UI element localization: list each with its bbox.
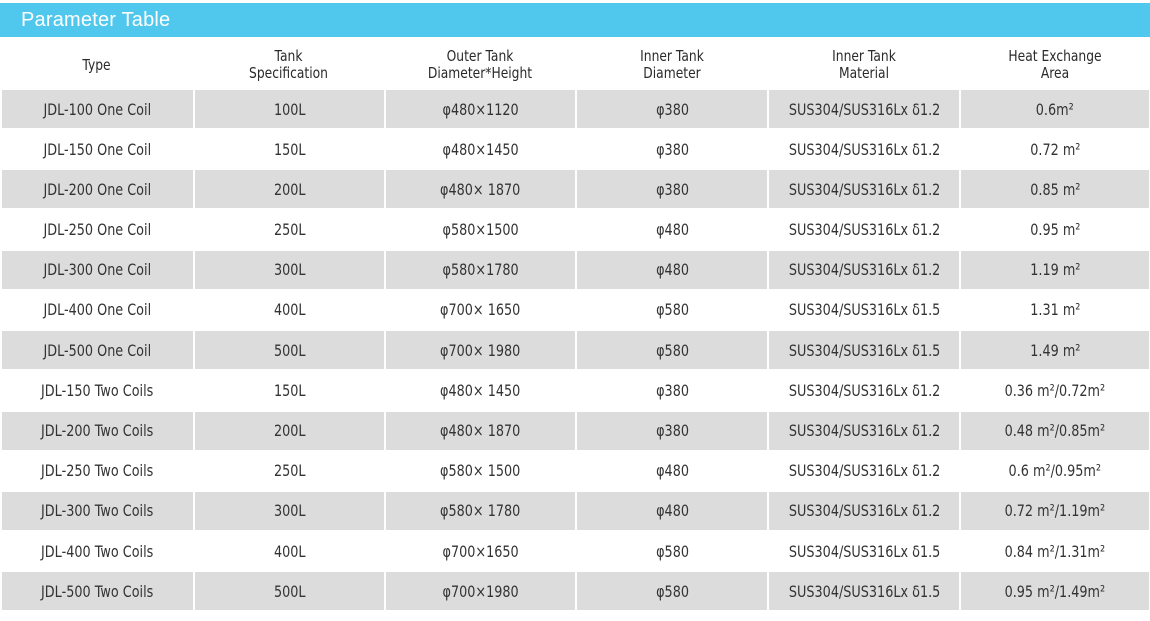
header-outer-tank	[401, 41, 558, 89]
outer-size-cell	[386, 331, 576, 369]
header-inner-tank-material-line2: Material	[839, 64, 889, 82]
type-cell	[2, 251, 193, 289]
spec-cell-text: 400L	[273, 541, 306, 561]
area-cell-text: 0.84 m²/1.31m²	[1004, 541, 1106, 561]
material-cell-text: SUS304/SUS316Lx δ1.5	[788, 581, 940, 601]
type-cell	[2, 90, 193, 128]
material-cell-text: SUS304/SUS316Lx δ1.2	[788, 380, 940, 400]
type-cell	[2, 331, 193, 369]
outer-size-cell-text: φ480× 1870	[440, 421, 521, 440]
material-cell-text: SUS304/SUS316Lx δ1.5	[788, 340, 940, 360]
area-cell-text: 0.36 m²/0.72m²	[1004, 380, 1106, 400]
inner-diameter-cell	[577, 170, 767, 208]
header-heat-exchange-area	[977, 41, 1133, 89]
table-row	[0, 169, 1150, 209]
inner-diameter-cell	[577, 331, 767, 369]
table-row	[0, 571, 1150, 611]
spec-cell	[195, 371, 384, 409]
spec-cell-text: 500L	[273, 340, 306, 360]
spec-cell	[195, 452, 384, 490]
outer-size-cell-text: φ480× 1870	[440, 179, 521, 199]
material-cell-text: SUS304/SUS316Lx δ1.2	[788, 179, 940, 199]
inner-diameter-cell	[577, 412, 767, 450]
material-cell	[769, 371, 959, 409]
area-cell	[961, 532, 1149, 570]
inner-diameter-cell	[577, 452, 767, 490]
outer-size-cell-text: φ480× 1450	[440, 380, 521, 400]
spec-cell	[195, 572, 384, 610]
outer-size-cell	[386, 251, 576, 289]
spec-cell	[195, 532, 384, 570]
table-row	[0, 411, 1150, 451]
material-cell-text: SUS304/SUS316Lx δ1.2	[788, 501, 940, 521]
material-cell	[769, 492, 959, 530]
inner-diameter-cell-text: φ480	[655, 501, 689, 521]
spec-cell	[195, 492, 384, 530]
area-cell-text: 0.85 m²	[1029, 179, 1081, 199]
header-type-line1: Type	[82, 55, 111, 74]
spec-cell-text: 300L	[273, 260, 306, 280]
outer-size-cell	[386, 371, 576, 409]
header-tank-specification-line1: Tank	[274, 47, 303, 65]
spec-cell-text: 150L	[273, 139, 306, 159]
area-cell-text: 1.31 m²	[1029, 300, 1081, 320]
inner-diameter-cell-text: φ380	[655, 99, 689, 119]
inner-diameter-cell-text: φ580	[655, 340, 689, 360]
inner-diameter-cell-text: φ380	[655, 139, 689, 159]
table-row	[0, 129, 1150, 169]
spec-cell	[195, 251, 384, 289]
type-cell-text: JDL-400 Two Coils	[41, 541, 154, 561]
outer-size-cell	[386, 211, 576, 249]
area-cell	[961, 90, 1149, 128]
material-cell-text: SUS304/SUS316Lx δ1.2	[788, 260, 940, 280]
outer-size-cell-text: φ580×1780	[442, 260, 519, 280]
spec-cell-text: 250L	[273, 461, 306, 481]
inner-diameter-cell	[577, 90, 767, 128]
material-cell-text: SUS304/SUS316Lx δ1.2	[788, 461, 940, 481]
header-inner-tank-diameter-line2: Diameter	[643, 64, 701, 82]
header-outer-tank-line2: Diameter*Height	[427, 64, 533, 82]
table-row	[0, 370, 1150, 410]
outer-size-cell-text: φ480×1450	[442, 139, 519, 159]
type-cell	[2, 371, 193, 409]
material-cell-text: SUS304/SUS316Lx δ1.2	[788, 139, 940, 159]
table-header-row	[0, 41, 1150, 89]
outer-size-cell-text: φ580× 1500	[440, 461, 521, 481]
outer-size-cell	[386, 90, 576, 128]
area-cell-text: 0.95 m²	[1029, 220, 1081, 240]
type-cell-text: JDL-500 One Coil	[43, 340, 152, 360]
spec-cell-text: 150L	[273, 380, 306, 400]
material-cell	[769, 532, 959, 570]
inner-diameter-cell-text: φ580	[655, 581, 689, 601]
inner-diameter-cell	[577, 211, 767, 249]
type-cell	[2, 291, 193, 329]
table-row	[0, 250, 1150, 290]
header-inner-tank-material	[785, 41, 942, 89]
area-cell	[961, 412, 1149, 450]
title-bar	[0, 3, 1150, 37]
inner-diameter-cell-text: φ480	[655, 220, 689, 240]
table-row	[0, 491, 1150, 531]
type-cell-text: JDL-250 Two Coils	[41, 461, 154, 481]
material-cell	[769, 452, 959, 490]
header-tank-specification	[210, 41, 367, 89]
table-row	[0, 89, 1150, 129]
type-cell	[2, 572, 193, 610]
spec-cell	[195, 211, 384, 249]
spec-cell	[195, 130, 384, 168]
area-cell-text: 1.19 m²	[1029, 260, 1081, 280]
header-tank-specification-line2: Specification	[249, 64, 328, 82]
header-inner-tank-diameter-line1: Inner Tank	[640, 47, 704, 65]
material-cell	[769, 170, 959, 208]
type-cell	[2, 452, 193, 490]
area-cell-text: 0.72 m²/1.19m²	[1004, 501, 1106, 521]
outer-size-cell-text: φ700× 1980	[440, 340, 521, 360]
inner-diameter-cell	[577, 130, 767, 168]
inner-diameter-cell-text: φ480	[655, 461, 689, 481]
spec-cell-text: 250L	[273, 220, 306, 240]
table-row	[0, 210, 1150, 250]
header-heat-exchange-area-line1: Heat Exchange	[1008, 47, 1102, 65]
spec-cell-text: 200L	[273, 421, 306, 440]
table-row	[0, 451, 1150, 491]
material-cell-text: SUS304/SUS316Lx δ1.2	[788, 421, 940, 440]
material-cell	[769, 90, 959, 128]
material-cell	[769, 211, 959, 249]
material-cell	[769, 251, 959, 289]
material-cell-text: SUS304/SUS316Lx δ1.2	[788, 99, 940, 119]
spec-cell-text: 200L	[273, 179, 306, 199]
type-cell-text: JDL-400 One Coil	[43, 300, 152, 320]
table-body	[0, 89, 1150, 611]
area-cell	[961, 251, 1149, 289]
inner-diameter-cell-text: φ580	[655, 541, 689, 561]
outer-size-cell-text: φ700×1980	[442, 581, 519, 601]
inner-diameter-cell-text: φ580	[655, 300, 689, 320]
table-row	[0, 330, 1150, 370]
type-cell-text: JDL-300 One Coil	[43, 260, 152, 280]
type-cell	[2, 532, 193, 570]
type-cell-text: JDL-100 One Coil	[43, 99, 152, 119]
area-cell-text: 0.95 m²/1.49m²	[1004, 581, 1106, 601]
inner-diameter-cell	[577, 492, 767, 530]
area-cell-text: 0.6 m²/0.95m²	[1008, 461, 1102, 481]
page-title: Parameter Table	[21, 8, 171, 31]
inner-diameter-cell-text: φ380	[655, 380, 689, 400]
spec-cell-text: 100L	[273, 99, 306, 119]
area-cell	[961, 331, 1149, 369]
area-cell-text: 0.6m²	[1036, 99, 1075, 119]
area-cell-text: 1.49 m²	[1029, 340, 1081, 360]
area-cell	[961, 170, 1149, 208]
outer-size-cell-text: φ580× 1780	[440, 501, 521, 521]
outer-size-cell	[386, 492, 576, 530]
header-outer-tank-line1: Outer Tank	[446, 47, 514, 65]
parameter-table	[0, 41, 1150, 611]
outer-size-cell	[386, 412, 576, 450]
inner-diameter-cell	[577, 251, 767, 289]
material-cell	[769, 291, 959, 329]
inner-diameter-cell	[577, 291, 767, 329]
outer-size-cell	[386, 452, 576, 490]
area-cell-text: 0.72 m²	[1029, 139, 1081, 159]
type-cell-text: JDL-300 Two Coils	[41, 501, 154, 521]
type-cell	[2, 170, 193, 208]
area-cell	[961, 492, 1149, 530]
type-cell	[2, 492, 193, 530]
outer-size-cell-text: φ480×1120	[442, 99, 519, 119]
outer-size-cell-text: φ580×1500	[442, 220, 519, 240]
outer-size-cell-text: φ700×1650	[442, 541, 519, 561]
type-cell-text: JDL-150 Two Coils	[41, 380, 154, 400]
outer-size-cell	[386, 572, 576, 610]
spec-cell-text: 300L	[273, 501, 306, 521]
spec-cell-text: 400L	[273, 300, 306, 320]
spec-cell-text: 500L	[273, 581, 306, 601]
outer-size-cell	[386, 532, 576, 570]
inner-diameter-cell	[577, 532, 767, 570]
type-cell	[2, 130, 193, 168]
material-cell-text: SUS304/SUS316Lx δ1.5	[788, 300, 940, 320]
area-cell	[961, 291, 1149, 329]
area-cell	[961, 452, 1149, 490]
header-type	[17, 41, 175, 89]
material-cell	[769, 572, 959, 610]
outer-size-cell	[386, 291, 576, 329]
material-cell-text: SUS304/SUS316Lx δ1.2	[788, 220, 940, 240]
type-cell-text: JDL-150 One Coil	[43, 139, 152, 159]
spec-cell	[195, 331, 384, 369]
spec-cell	[195, 291, 384, 329]
outer-size-cell	[386, 170, 576, 208]
type-cell	[2, 412, 193, 450]
header-inner-tank-material-line1: Inner Tank	[832, 47, 896, 65]
spec-cell	[195, 412, 384, 450]
area-cell	[961, 371, 1149, 409]
inner-diameter-cell-text: φ380	[655, 421, 689, 440]
material-cell	[769, 412, 959, 450]
table-row	[0, 531, 1150, 571]
type-cell-text: JDL-200 Two Coils	[41, 421, 154, 440]
material-cell	[769, 331, 959, 369]
area-cell	[961, 130, 1149, 168]
area-cell	[961, 572, 1149, 610]
type-cell	[2, 211, 193, 249]
spec-cell	[195, 170, 384, 208]
type-cell-text: JDL-200 One Coil	[43, 179, 152, 199]
outer-size-cell-text: φ700× 1650	[440, 300, 521, 320]
area-cell-text: 0.48 m²/0.85m²	[1004, 421, 1106, 440]
outer-size-cell	[386, 130, 576, 168]
area-cell	[961, 211, 1149, 249]
inner-diameter-cell-text: φ480	[655, 260, 689, 280]
inner-diameter-cell-text: φ380	[655, 179, 689, 199]
material-cell-text: SUS304/SUS316Lx δ1.5	[788, 541, 940, 561]
header-inner-tank-diameter	[593, 41, 750, 89]
inner-diameter-cell	[577, 572, 767, 610]
type-cell-text: JDL-250 One Coil	[43, 220, 152, 240]
header-heat-exchange-area-line2: Area	[1040, 64, 1070, 82]
material-cell	[769, 130, 959, 168]
table-row	[0, 290, 1150, 330]
type-cell-text: JDL-500 Two Coils	[41, 581, 154, 601]
inner-diameter-cell	[577, 371, 767, 409]
spec-cell	[195, 90, 384, 128]
